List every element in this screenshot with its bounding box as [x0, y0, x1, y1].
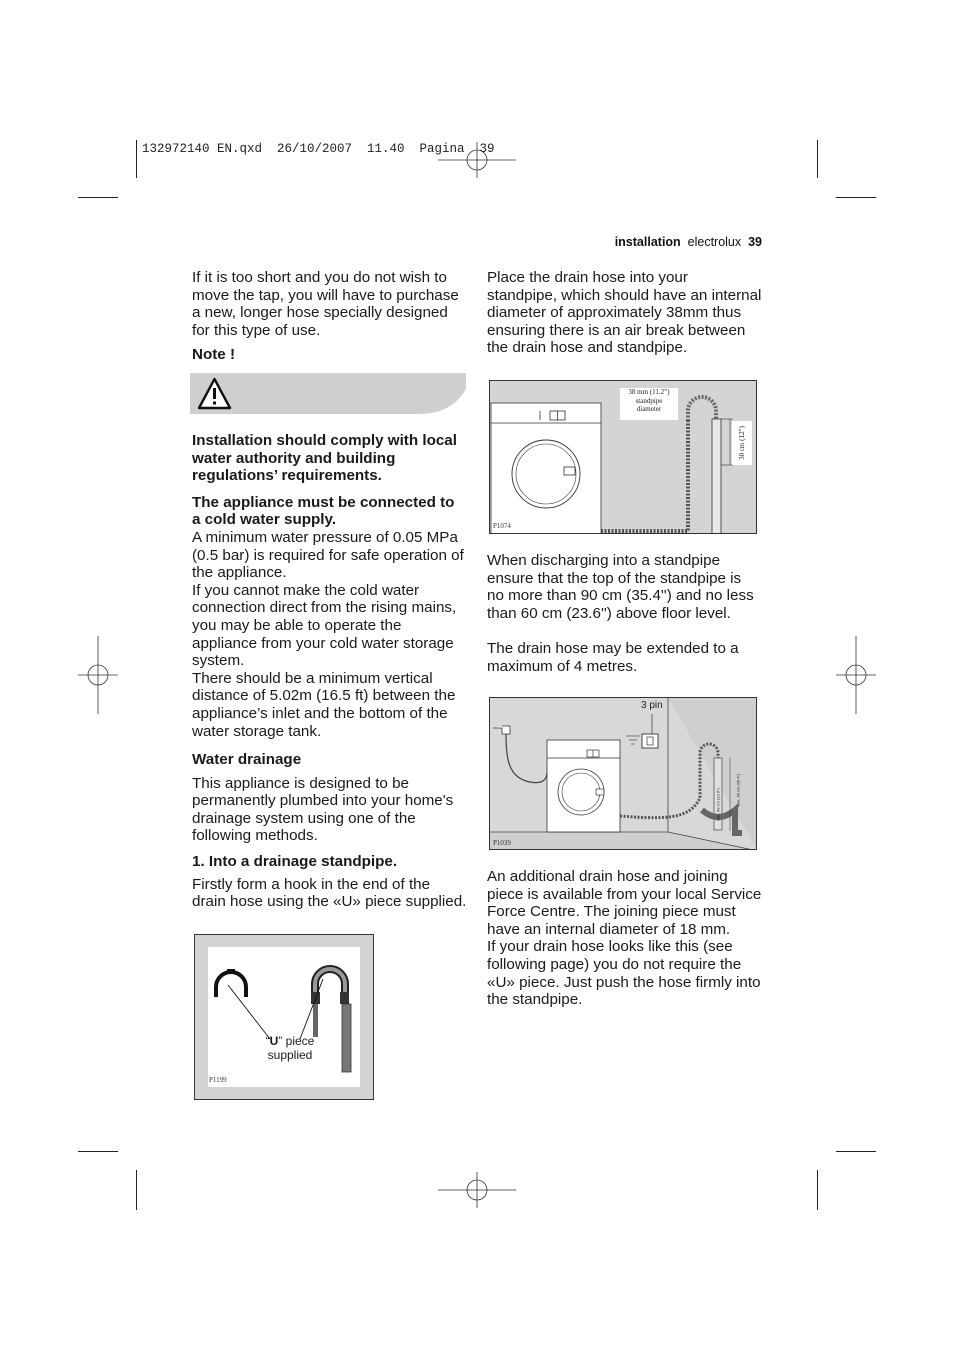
water-drainage-text: This appliance is designed to be permanently plumbed into your home's drainage system using one of the following methods. [192, 774, 454, 845]
crop-mark [817, 140, 818, 178]
u-label-rest: ” piece [278, 1034, 315, 1048]
right-column-middle [487, 552, 762, 675]
header-page-number: 39 [748, 235, 762, 249]
u-label-open-quote: “ [265, 1034, 270, 1048]
cold-water-line: There should be a minimum vertical distance of 5.02m (16.5 ft) between the appliance’s inlet and the bottom of the water storage tank. [192, 669, 456, 740]
crop-mark [78, 197, 118, 198]
extend-text: The drain hose may be extended to a maximum of 4 metres. [487, 639, 739, 675]
crop-mark [836, 1151, 876, 1152]
warning-triangle-icon [197, 377, 232, 410]
left-column-body [192, 432, 467, 911]
warning-text: Installation should comply with local water authority and building regulations’ requirements. [192, 432, 457, 485]
height-label [732, 421, 752, 465]
water-drainage-title: Water drainage [192, 751, 302, 769]
header-section: installation [614, 235, 681, 249]
room-figure [489, 697, 757, 850]
discharge-text: When discharging into a standpipe ensure that the top of the standpipe is no more than 90 cm (35.4'') and no less than 60 cm (23.6'') above floor level. [487, 552, 754, 622]
registration-mark [438, 1160, 516, 1220]
height-label-text: 30 cm (12”) [738, 426, 746, 460]
registration-mark [78, 636, 118, 714]
method-text: Firstly form a hook in the end of the drain hose using the «U» piece supplied. [192, 875, 467, 911]
additional-line: An additional drain hose and joining piece is available from your local Service Force Centre. The joining piece must have an internal diameter of 18 mm. [487, 868, 762, 938]
figure-code: P1074 [493, 522, 511, 530]
callout-line: diameter [636, 405, 662, 413]
u-label-letter: U [269, 1034, 279, 1048]
u-piece-figure [194, 934, 374, 1100]
figure-code: P1039 [493, 839, 511, 847]
figure-code: P1199 [209, 1076, 227, 1084]
u-piece-drawing [208, 947, 360, 1087]
intro-paragraph: If it is too short and you do not wish to move the tap, you will have to purchase a new, longer hose specially designed for this type of use. [192, 269, 459, 339]
method-title: 1. Into a drainage standpipe. [192, 853, 398, 871]
callout-line: 38 mm (11.2”) [628, 388, 670, 396]
header-brand: electrolux [687, 235, 742, 249]
print-slug: 132972140 EN.qxd 26/10/2007 11.40 Pagina 39 [142, 142, 495, 156]
crop-mark [817, 1170, 818, 1210]
note-title: Note ! [192, 346, 236, 364]
running-header [615, 235, 762, 249]
registration-mark [438, 130, 516, 190]
standpipe-figure [489, 380, 757, 534]
u-label-line2: supplied [267, 1048, 313, 1062]
standpipe-text: Place the drain hose into your standpipe, which should have an internal diameter of approximately 38mm thus ensuring there is an air break between the drain hose and standpipe. [487, 269, 762, 357]
standpipe-callout [620, 388, 678, 420]
pin-label: 3 pin [641, 700, 663, 711]
cold-water-line: If you cannot make the cold water connection direct from the rising mains, you may be able to operate the appliance from your cold water storage system. [192, 581, 457, 670]
cold-water-line: A minimum water pressure of 0.05 MPa (0.5 bar) is required for safe operation of the appliance. [192, 528, 464, 582]
crop-mark [136, 1170, 137, 1210]
max-height-label: Max. 90 cm (35.4”) [735, 773, 741, 808]
crop-mark [136, 140, 137, 178]
u-piece-label [250, 1034, 330, 1062]
additional-line: If your drain hose looks like this (see following page) you do not require the «U» piece. Just push the hose firmly into the standpipe. [487, 938, 761, 1009]
registration-mark [836, 636, 876, 714]
crop-mark [78, 1151, 118, 1152]
crop-mark [836, 197, 876, 198]
callout-line: standpipe [635, 396, 663, 405]
right-column-top [487, 269, 762, 357]
min-height-label: Min. 60 cm (23.6”) [715, 788, 721, 821]
left-column [192, 269, 467, 364]
cold-water-title: The appliance must be connected to a cold water supply. [192, 493, 455, 529]
right-column-bottom [487, 868, 767, 1009]
